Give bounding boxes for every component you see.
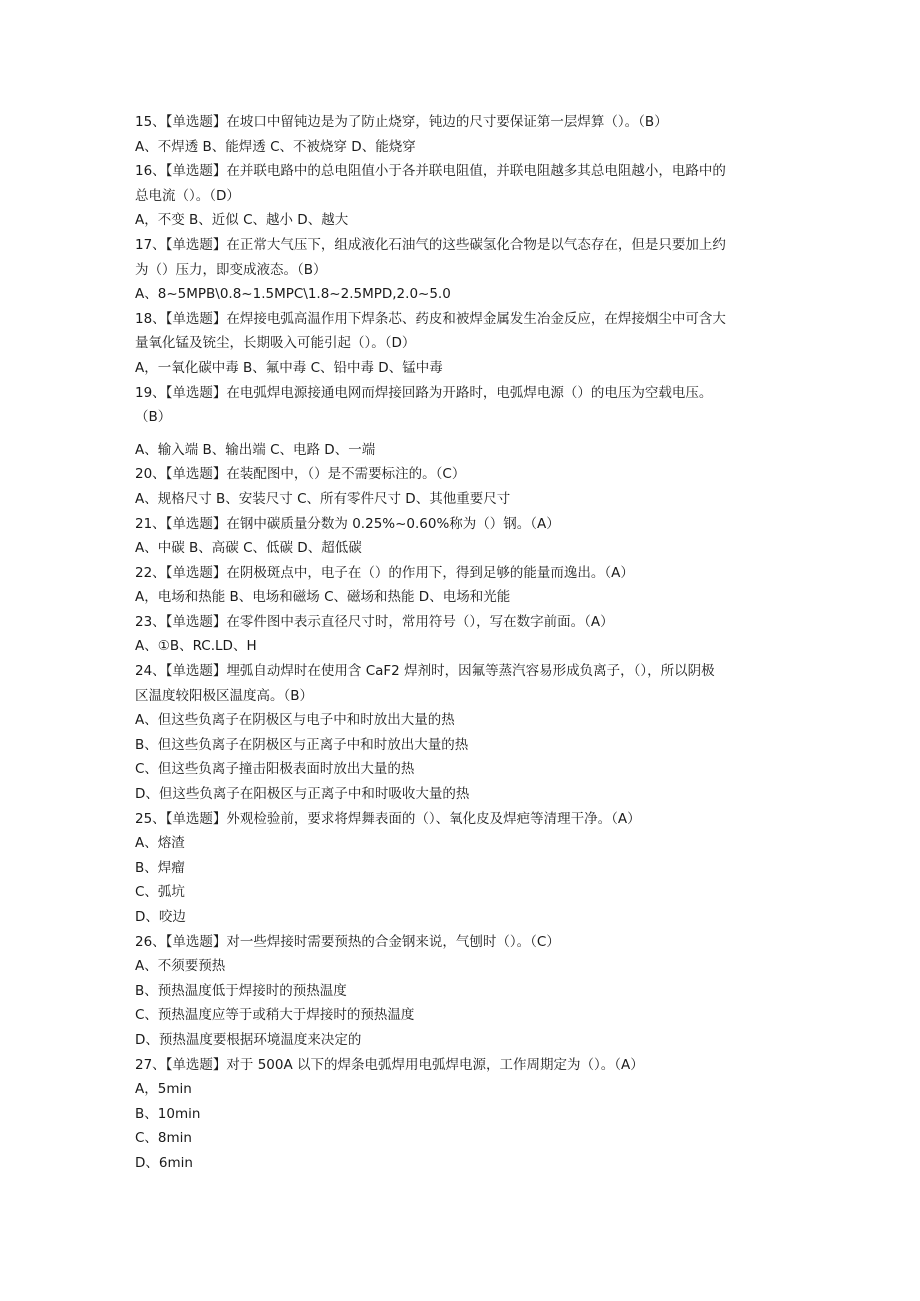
text-line: D、咬边 xyxy=(135,909,186,925)
text-line: D、预热温度要根据环境温度来决定的 xyxy=(135,1031,362,1048)
text-line: A，5min xyxy=(135,1081,192,1098)
text-line: 16、【单选题】在并联电路中的总电阻值小于各并联电阻值，并联电阻越多其总电阻越小，电路中的 xyxy=(135,163,726,180)
text-line: C、弧坑 xyxy=(135,884,185,901)
text-line: A、8~5MPB\0.8~1.5MPC\1.8~2.5MPD,2.0~5.0 xyxy=(135,286,451,303)
text-line: C、预热温度应等于或稍大于焊接时的预热温度 xyxy=(135,1007,415,1024)
text-line: 为（）压力，即变成液态。（B） xyxy=(135,261,327,278)
text-line: A、不须要预热 xyxy=(135,958,226,975)
text-line: A、规格尺寸 B、安装尺寸 C、所有零件尺寸 D、其他重要尺寸 xyxy=(135,490,511,507)
text-line: 24、【单选题】埋弧自动焊时在使用含 CaF2 焊剂时，因氟等蒸汽容易形成负离子，（），所以阴极 xyxy=(135,663,715,680)
text-line: A，电场和热能 B、电场和磁场 C、磁场和热能 D、电场和光能 xyxy=(135,589,511,606)
text-line: （B） xyxy=(135,409,172,426)
text-line: 25、【单选题】外观检验前，要求将焊舞表面的（）、氧化皮及焊疤等清理干净。（A） xyxy=(135,810,641,827)
text-line: 15、【单选题】在坡口中留钝边是为了防止烧穿，钝边的尺寸要保证第一层焊算（）。（B） xyxy=(135,114,668,130)
text-line: D、但这些负离子在阳极区与正离子中和时吸收大量的热 xyxy=(135,786,470,803)
text-line: C、但这些负离子撞击阳极表面时放出大量的热 xyxy=(135,761,415,778)
text-line: A、中碳 B、高碳 C、低碳 D、超低碳 xyxy=(135,540,362,557)
text-line: B、焊瘤 xyxy=(135,859,185,876)
text-line: A、①B、RC.LD、H xyxy=(135,638,257,655)
text-line: 21、【单选题】在钢中碳质量分数为 0.25%~0.60%称为（）钢。（A） xyxy=(135,515,560,532)
text-line: 17、【单选题】在正常大气压下，组成液化石油气的这些碳氢化合物是以气态存在，但是只要加上约 xyxy=(135,236,726,253)
text-line: 区温度较阳极区温度高。（B） xyxy=(135,687,314,704)
text-line: A，一氧化碳中毒 B、氟中毒 C、铅中毒 D、锰中毒 xyxy=(135,359,443,376)
text-line: 20、【单选题】在装配图中，（）是不需要标注的。（C） xyxy=(135,466,466,483)
text-line: 量氧化锰及铳尘，长期吸入可能引起（）。（D） xyxy=(135,335,416,352)
question-list xyxy=(135,110,785,1176)
text-line: C、8min xyxy=(135,1130,192,1147)
text-line: B、10min xyxy=(135,1105,201,1122)
text-line: 27、【单选题】对于 500A 以下的焊条电弧焊用电弧焊电源，工作周期定为（）。（A） xyxy=(135,1056,644,1073)
text-line: 18、【单选题】在焊接电弧高温作用下焊条芯、药皮和被焊金属发生冶金反应，在焊接烟尘中可含大 xyxy=(135,310,726,327)
text-line: 26、【单选题】对一些焊接时需要预热的合金钢来说，气刨时（）。（C） xyxy=(135,933,560,950)
text-line: A、输入端 B、输出端 C、电路 D、一端 xyxy=(135,441,376,458)
text-line: D、6min xyxy=(135,1154,193,1171)
text-line: A、熔渣 xyxy=(135,835,185,852)
text-line: 19、【单选题】在电弧焊电源接通电网而焊接回路为开路时，电弧焊电源（）的电压为空载电压。 xyxy=(135,384,713,401)
text-line: B、预热温度低于焊接时的预热温度 xyxy=(135,982,347,999)
spacer xyxy=(135,430,785,438)
text-line: B、但这些负离子在阴极区与正离子中和时放出大量的热 xyxy=(135,736,469,753)
text-line: 22、【单选题】在阴极斑点中，电子在（）的作用下，得到足够的能量而逸出。（A） xyxy=(135,564,634,581)
text-line: A、不焊透 B、能焊透 C、不被烧穿 D、能烧穿 xyxy=(135,138,416,155)
text-line: A，不变 B、近似 C、越小 D、越大 xyxy=(135,212,349,229)
text-line: 23、【单选题】在零件图中表示直径尺寸时，常用符号（），写在数字前面。（A） xyxy=(135,613,614,630)
text-line: 总电流（）。（D） xyxy=(135,187,240,204)
text-line: A、但这些负离子在阴极区与电子中和时放出大量的热 xyxy=(135,712,455,729)
